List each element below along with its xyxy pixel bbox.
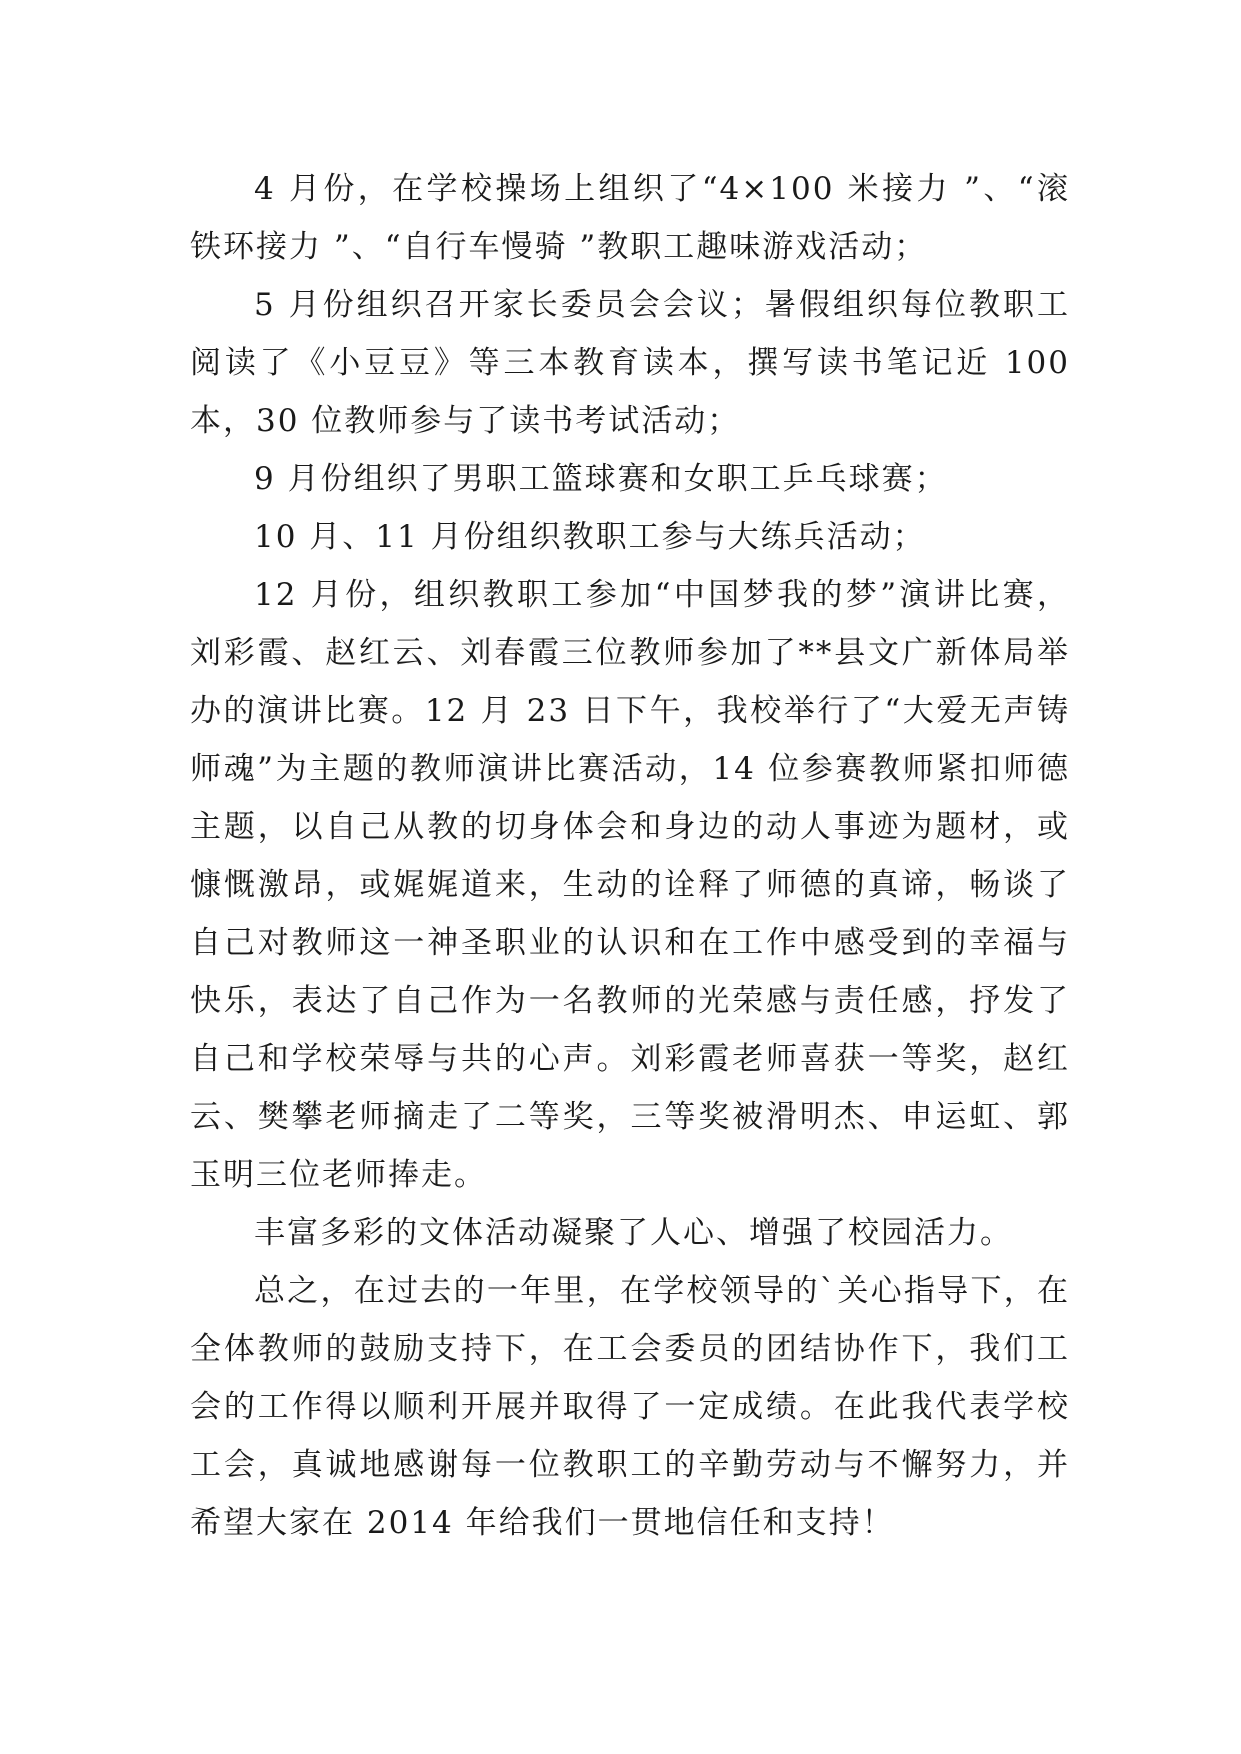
paragraph-september-games: 9 月份组织了男职工篮球赛和女职工乒乓球赛； bbox=[254, 461, 948, 497]
paragraph-activities-summary: 丰富多彩的文体活动凝聚了人心、增强了校园活力。 bbox=[254, 1215, 1013, 1251]
paragraph-october-training: 10 月、11 月份组织教职工参与大练兵活动； bbox=[254, 519, 926, 555]
document-body bbox=[190, 160, 1070, 1552]
paragraph-april-activities: 4 月份，在学校操场上组织了“4×100 米接力 ”、“滚铁环接力 ”、“自行车慢骑 ”教职工趣味游戏活动； bbox=[190, 171, 1070, 265]
paragraph-december-speech: 12 月份，组织教职工参加“中国梦我的梦”演讲比赛，刘彩霞、赵红云、刘春霞三位教师参加了**县文广新体局举办的演讲比赛。12 月 23 日下午，我校举行了“大爱无声铸师魂”为主题的教师演讲比赛活动，14 位参赛教师紧扣师德主题，以自己从教的切身体会和身边的动人事迹为题材，或慷慨激昂，或娓娓道来，生动的诠释了师德的真谛，畅谈了自己对教师这一神圣职业的认识和在工作中感受到的幸福与快乐，表达了自己作为一名教师的光荣感与责任感，抒发了自己和学校荣辱与共的心声。刘彩霞老师喜获一等奖，赵红云、樊攀老师摘走了二等奖，三等奖被滑明杰、申运虹、郭玉明三位老师捧走。 bbox=[190, 577, 1070, 1193]
paragraph-conclusion: 总之，在过去的一年里，在学校领导的`关心指导下，在全体教师的鼓励支持下，在工会委员的团结协作下，我们工会的工作得以顺利开展并取得了一定成绩。在此我代表学校工会，真诚地感谢每一位教职工的辛勤劳动与不懈努力，并希望大家在 2014 年给我们一贯地信任和支持！ bbox=[190, 1273, 1070, 1541]
paragraph-may-reading: 5 月份组织召开家长委员会会议；暑假组织每位教职工阅读了《小豆豆》等三本教育读本，撰写读书笔记近 100 本，30 位教师参与了读书考试活动； bbox=[190, 287, 1070, 439]
